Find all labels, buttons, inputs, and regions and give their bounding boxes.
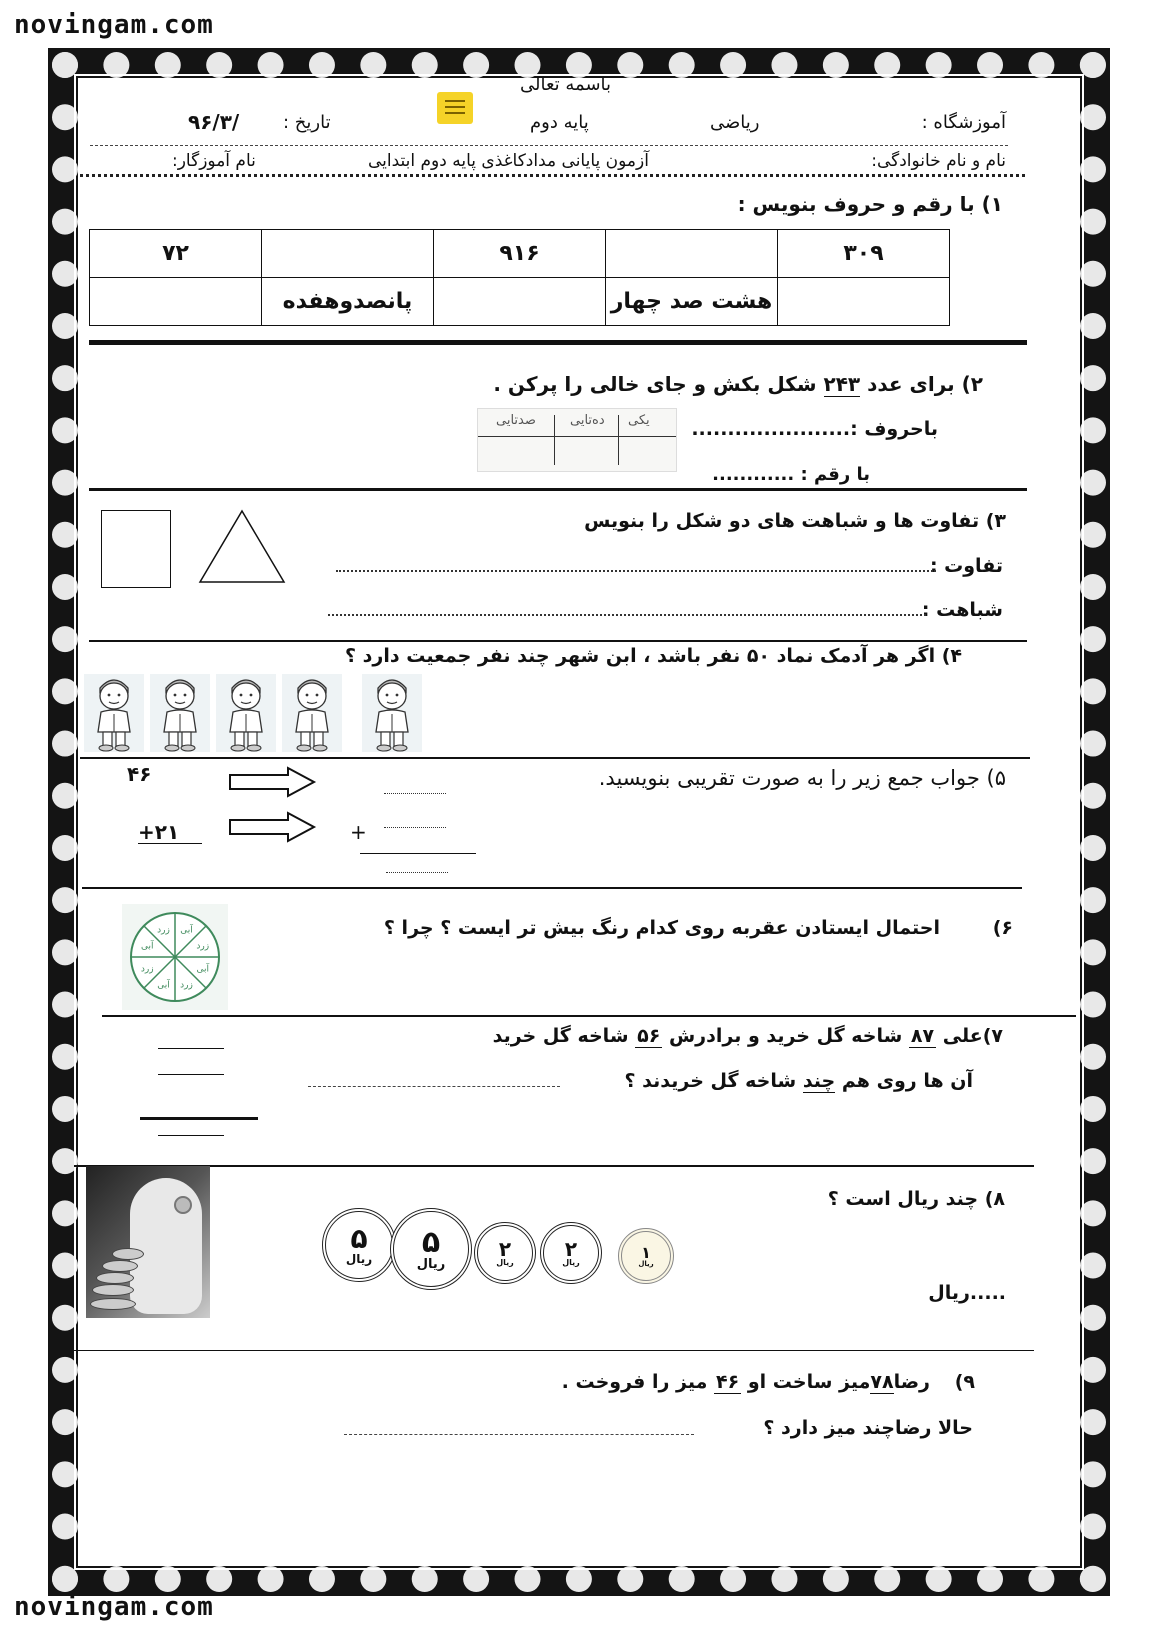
subject: ریاضی	[710, 112, 760, 133]
grade: پایه دوم	[530, 112, 589, 133]
q5-estimate-answer-blank[interactable]	[386, 872, 448, 873]
table-cell[interactable]: ۹۱۶	[434, 230, 606, 278]
q7-text: ۷)علی	[942, 1025, 1003, 1047]
wheel-label: زرد	[157, 925, 170, 936]
coin-unit: ریال	[496, 1258, 514, 1267]
watermark-bottom: novingam.com	[14, 1592, 214, 1622]
q7-work-line[interactable]	[158, 1048, 224, 1049]
q8-title: ۸) چند ریال است ؟	[827, 1188, 1005, 1210]
table-cell[interactable]	[778, 278, 950, 326]
date-label: تاریخ :	[283, 112, 331, 133]
date-value: ۹۶/۳/	[188, 110, 240, 134]
person-icon	[84, 674, 144, 752]
q5-plus-sign: +	[350, 820, 367, 844]
q5-sum-line	[138, 843, 202, 844]
q3-similarity-answer-line[interactable]	[328, 614, 926, 616]
table-cell[interactable]: ۳۰۹	[778, 230, 950, 278]
q7-text: شاخه گل خرید و برادرش	[668, 1025, 903, 1047]
school-label: آموزشگاه :	[921, 112, 1006, 133]
q7-answer-line[interactable]	[308, 1086, 560, 1087]
wheel-label: آبی	[196, 964, 209, 975]
wheel-label: زرد	[196, 941, 210, 952]
wheel-label: زرد	[140, 964, 154, 975]
q5-estimate-top-blank[interactable]	[384, 793, 446, 794]
table-cell[interactable]	[606, 230, 778, 278]
table-row	[90, 230, 950, 278]
q9-number-1: ۷۸	[870, 1371, 894, 1393]
q9-text: رضا	[893, 1371, 930, 1393]
student-name-label: نام و نام خانوادگی:	[871, 151, 1006, 171]
q9-line1	[562, 1371, 930, 1393]
q8-answer-field[interactable]: .....ریال	[928, 1282, 1006, 1304]
header-dotted-divider	[80, 174, 1025, 177]
q5-bottom-number: +۲۱	[138, 820, 180, 844]
spinner-wheel	[122, 904, 228, 1010]
person-icon	[282, 674, 342, 752]
section-divider	[89, 488, 1027, 491]
section-divider	[80, 757, 1030, 759]
q1-title: ۱) با رقم و حروف بنویس :	[737, 192, 1003, 216]
q2-title	[493, 372, 983, 396]
q6-number: ۶)	[992, 917, 1013, 939]
wheel-label: آبی	[157, 980, 170, 991]
q1-number-table	[89, 229, 950, 326]
q7-text: شاخه گل خرید	[492, 1025, 629, 1047]
table-cell[interactable]	[434, 278, 606, 326]
q7-work-line[interactable]	[158, 1074, 224, 1075]
place-tens: ده‌تایی	[570, 413, 605, 428]
triangle-shape	[196, 508, 288, 586]
bismillah: باسمه تعالی	[520, 74, 612, 95]
teacher-name-label: نام آموزگار:	[172, 151, 256, 171]
place-value-chart	[477, 408, 677, 472]
coin-value: ۵	[350, 1222, 368, 1255]
person-icon	[362, 674, 422, 752]
coin-5	[618, 1228, 674, 1284]
person-icon	[150, 674, 210, 752]
q7-text: آن ها روی هم	[841, 1070, 973, 1092]
q9-line2: حالا رضاچند میز دارد ؟	[763, 1417, 973, 1439]
q7-sum-line	[140, 1117, 258, 1120]
q6-title: احتمال ایستادن عقربه روی کدام رنگ بیش تر ایست ؟ چرا ؟	[383, 917, 940, 939]
q9-number: ۹)	[954, 1371, 975, 1393]
table-cell[interactable]: پانصدوهفده	[262, 278, 434, 326]
coin-unit: ریال	[638, 1259, 654, 1268]
q7-line1	[493, 1025, 1003, 1047]
q7-work-line[interactable]	[158, 1135, 224, 1136]
section-divider	[74, 1165, 1034, 1167]
table-row	[90, 278, 950, 326]
watermark-top: novingam.com	[14, 10, 214, 40]
arrow-right-icon	[228, 811, 318, 843]
q5-top-number: ۴۶	[127, 762, 152, 786]
section-divider	[82, 887, 1022, 889]
coin-value: ۱	[641, 1242, 651, 1262]
person-icon	[216, 674, 276, 752]
wheel-label: زرد	[180, 980, 193, 991]
q7-line2	[625, 1070, 973, 1092]
q9-answer-line[interactable]	[344, 1434, 694, 1435]
section-divider	[89, 640, 1027, 642]
q2-letters-field[interactable]: باحروف :......................	[691, 418, 938, 440]
place-ones: یکی	[628, 413, 650, 428]
piggy-bank-image	[86, 1166, 210, 1318]
q7-number-2: ۵۶	[637, 1025, 661, 1047]
header-divider	[90, 145, 1008, 146]
section-divider	[89, 340, 1027, 345]
coin-value: ۵	[421, 1224, 441, 1260]
square-shape	[101, 510, 171, 588]
q5-estimate-sum-line	[360, 853, 476, 854]
q2-title-pre: ۲) برای عدد	[867, 372, 983, 396]
q2-title-post: شکل بکش و جای خالی را پرکن .	[493, 372, 817, 396]
table-cell[interactable]: هشت صد چهار	[606, 278, 778, 326]
place-hundreds: صدتایی	[496, 413, 536, 428]
q7-number-1: ۸۷	[910, 1025, 935, 1047]
q7-underlined: چند	[802, 1070, 836, 1092]
q3-difference-answer-line[interactable]	[336, 570, 936, 572]
section-divider	[74, 1350, 1034, 1351]
coin-value: ۲	[564, 1237, 578, 1261]
section-divider	[102, 1015, 1076, 1017]
q7-text: شاخه گل خریدند ؟	[624, 1070, 797, 1092]
coin-3	[474, 1222, 536, 1284]
q4-title: ۴) اگر هر آدمک نماد ۵۰ نفر باشد ، ابن شهر چند نفر جمعیت دارد ؟	[345, 645, 962, 667]
q9-text: میز ساخت او	[747, 1371, 871, 1393]
q9-number-2: ۴۶	[716, 1371, 740, 1393]
coin-unit: ریال	[562, 1258, 580, 1267]
q2-digits-field[interactable]: با رقم : ............	[712, 464, 870, 485]
q3-similarity-label: شباهت :	[921, 599, 1003, 621]
wheel-label: آبی	[141, 941, 154, 952]
table-cell[interactable]	[262, 230, 434, 278]
q3-difference-label: تفاوت :	[929, 555, 1003, 577]
coin-value: ۲	[498, 1237, 512, 1261]
coin-4	[540, 1222, 602, 1284]
table-cell[interactable]	[90, 278, 262, 326]
q5-estimate-bottom-blank[interactable]	[384, 827, 446, 828]
coin-2	[390, 1208, 472, 1290]
q5-title: ۵) جواب جمع زیر را به صورت تقریبی بنویسید.	[598, 766, 1006, 790]
wheel-label: آبی	[180, 925, 193, 936]
coin-1	[322, 1208, 396, 1282]
exam-title: آزمون پایانی مدادکاغذی پایه دوم ابتدایی	[368, 151, 649, 171]
sticky-note-icon[interactable]	[437, 92, 473, 124]
table-cell[interactable]: ۷۲	[90, 230, 262, 278]
coin-unit: ریال	[416, 1256, 446, 1272]
arrow-right-icon	[228, 766, 318, 798]
coin-unit: ریال	[345, 1252, 373, 1266]
q2-number: ۲۴۳	[823, 372, 861, 396]
q3-title: ۳) تفاوت ها و شباهت های دو شکل را بنویس	[584, 510, 1006, 532]
q9-text: میز را فروخت .	[561, 1371, 708, 1393]
